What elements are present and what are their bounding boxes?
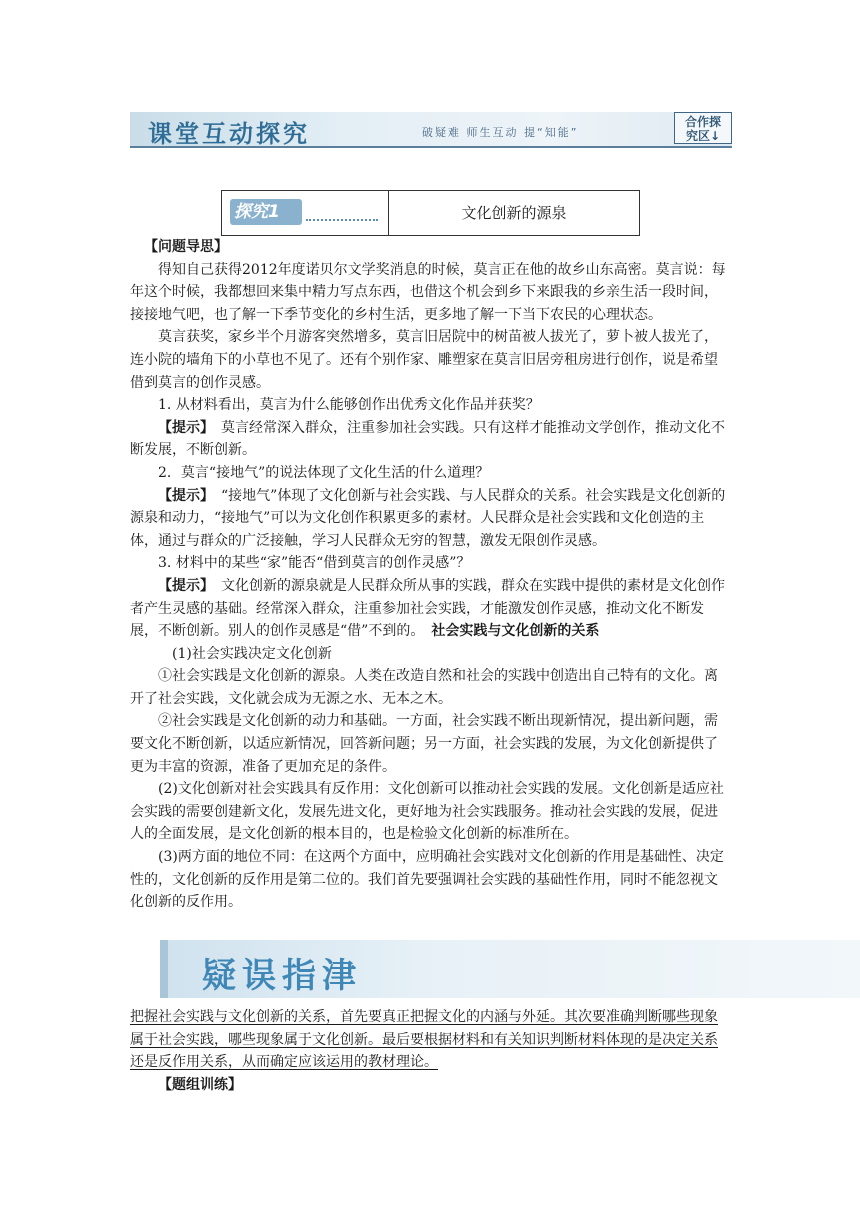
material-paragraph-1: 得知自己获得2012年度诺贝尔文学奖消息的时候，莫言正在他的故乡山东高密。莫言说：每年这个时候，我都想回来集中精力写点东西，也借这个机会到乡下来跟我的乡亲生活一段时间，接接地气吧，也了解一下季节变化的乡村生活，更多地了解一下当下农民的心理状态。	[130, 261, 726, 323]
relation-point-2: (2)文化创新对社会实践具有反作用：文化创新可以推动社会实践的发展。文化创新是适应社会实践的需要创建新文化，发展先进文化，更好地为社会实践服务。推动社会实践的发展，促进人的全面发展，是文化创新的根本目的，也是检验文化创新的标准所在。	[130, 781, 724, 843]
relation-point-1: (1)社会实践决定文化创新	[172, 645, 332, 662]
banner-tag-line1: 合作探	[684, 115, 721, 129]
explore-title: 文化创新的源泉	[461, 204, 567, 222]
question-2: 2．莫言“接地气”的说法体现了文化生活的什么道理？	[158, 464, 490, 481]
banner-tag-box	[674, 112, 732, 144]
material-paragraph-2: 莫言获奖，家乡半个月游客突然增多，莫言旧居院中的树苗被人拔光了，萝卜被人拔光了，连小院的墙角下的小草也不见了。还有个别作家、雕塑家在莫言旧居旁租房进行创作，说是希望借到莫言的创作灵感。	[130, 329, 718, 391]
main-content	[130, 236, 730, 914]
dotted-decoration	[306, 219, 378, 221]
answer-2	[130, 485, 730, 553]
exercise-heading: 【题组训练】	[158, 1077, 242, 1093]
section-heading: 【问题导思】	[144, 239, 228, 255]
banner-tag-line2: 究区↓	[685, 129, 721, 143]
section-banner	[130, 112, 732, 148]
banner-subtitle: 破疑难 师生互动 提“知能”	[422, 126, 579, 139]
explore-tag: 探究1	[230, 199, 302, 225]
explore-tag-cell	[222, 191, 389, 235]
answer-3-text: 文化创新的源泉就是人民群众所从事的实践，群众在实践中提供的素材是文化创作者产生灵感的基础。经常深入群众，注重参加社会实践，才能激发创作灵感，推动文化不断发展，不断创新。别人的创作灵感是“借”不到的。	[130, 577, 725, 640]
question-3: 3. 材料中的某些“家”能否“借到莫言的创作灵感”？	[158, 555, 471, 572]
hint-label: 【提示】	[158, 487, 207, 504]
answer-3	[130, 575, 730, 643]
answer-2-text: “接地气”体现了文化创新与社会实践、与人民群众的关系。社会实践是文化创新的源泉和动力，“接地气”可以为文化创作积累更多的素材。人民群众是社会实践和文化创造的主体，通过与群众的广泛接触，学习人民群众无穷的智慧，激发无限创作灵感。	[130, 487, 726, 549]
question-1: 1. 从材料看出，莫言为什么能够创作出优秀文化作品并获奖？	[158, 397, 540, 414]
answer-1-text: 莫言经常深入群众，注重参加社会实践。只有这样才能推动文学创作，推动文化不断发展，不断创新。	[130, 419, 725, 459]
explore-table	[221, 190, 640, 236]
relation-point-1b: ②社会实践是文化创新的动力和基础。一方面，社会实践不断出现新情况，提出新问题，需要文化不断创新，以适应新情况，回答新问题；另一方面，社会实践的发展，为文化创新提供了更为丰富的资源，准备了更加充足的条件。	[130, 713, 718, 775]
banner-title: 课堂互动探究	[148, 120, 310, 148]
error-guide-banner	[160, 940, 860, 998]
error-guide-text: 把握社会实践与文化创新的关系，首先要真正把握文化的内涵与外延。其次要准确判断哪些现象属于社会实践，哪些现象属于文化创新。最后要根据材料和有关知识判断材料体现的是决定关系还是反作用关系，从而确定应该运用的教材理论。	[130, 1009, 718, 1071]
hint-label: 【提示】	[158, 419, 207, 436]
answer-1	[130, 417, 730, 462]
error-guide-title: 疑误指津	[202, 956, 362, 996]
hint-label: 【提示】	[158, 577, 207, 594]
relation-point-1a: ①社会实践是文化创新的源泉。人类在改造自然和社会的实践中创造出自己特有的文化。离开了社会实践，文化就会成为无源之水、无本之木。	[130, 668, 718, 707]
relation-title: 社会实践与文化创新的关系	[417, 623, 600, 640]
banner-accent-bar	[160, 940, 168, 998]
relation-point-3: (3)两方面的地位不同：在这两个方面中，应明确社会实践对文化创新的作用是基础性、决定性的，文化创新的反作用是第二位的。我们首先要强调社会实践的基础性作用，同时不能忽视文化创新的反作用。	[130, 849, 724, 911]
